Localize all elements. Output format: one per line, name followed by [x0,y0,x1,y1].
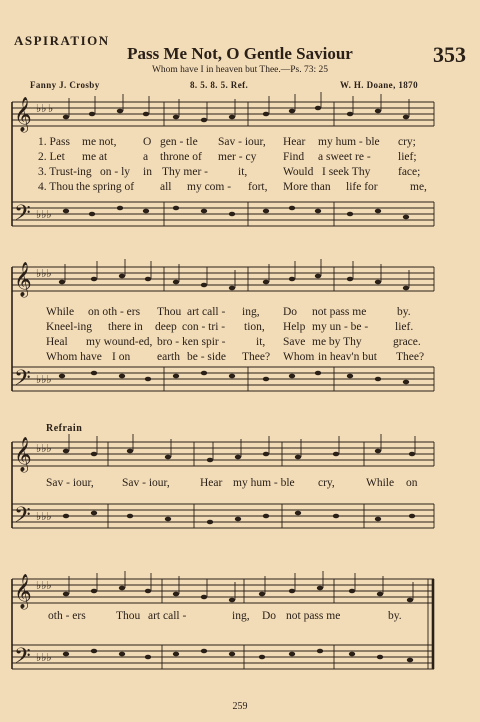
lyric: Hear [283,136,306,148]
lyric: a [143,151,149,163]
verse-line-3 [0,166,480,180]
svg-text:𝄢: 𝄢 [14,503,31,533]
lyric: in heav'n but [318,351,377,363]
lyric: deep [155,321,177,333]
hymn-number: 353 [433,42,466,67]
music-system-3 [0,428,480,558]
svg-text:♭♭♭: ♭♭♭ [36,268,52,280]
lyric: Find [283,151,305,163]
svg-text:𝄞: 𝄞 [14,437,32,472]
lyric: be - side [187,351,226,363]
meter: 8. 5. 8. 5. Ref. [190,80,249,90]
lyric: Whom have [46,351,102,363]
lyric: there in [108,321,143,333]
lyric: tion, [244,321,265,333]
lyric: 3. Trust-ing [38,166,92,178]
verse-line-7 [0,336,480,350]
lyric: in [143,166,152,178]
lyric: Kneel-ing [46,321,92,333]
lyric: art call - [187,306,226,318]
svg-text:♭♭♭: ♭♭♭ [36,443,52,455]
lyric: cry; [398,136,416,148]
lyric: me by Thy [312,336,362,348]
lyric: gen - tle [160,136,198,148]
lyric: Sav - iour, [46,477,94,489]
lyric: 2. Let [38,151,65,163]
lyric: Thee? [396,351,425,363]
lyric: all [160,181,172,193]
lyric: Thou [116,610,141,622]
lyric: my un - be - [312,321,369,333]
verse-line-2 [0,151,480,165]
verse-line-1 [0,136,480,150]
lyric: a sweet re - [318,151,371,163]
svg-text:𝄞: 𝄞 [14,262,32,297]
lyric: not pass me [312,306,367,318]
lyric: bro - [157,336,180,348]
lyric: While [366,477,395,489]
lyric: it, [238,166,248,178]
author-credit: Fanny J. Crosby [30,80,100,90]
lyric: me, [410,181,427,193]
lyric: on [406,477,418,489]
refrain-line-2 [0,610,480,624]
lyric: I on [112,351,131,363]
lyric: by. [388,610,402,622]
lyric: face; [398,166,421,178]
svg-text:𝄢: 𝄢 [14,366,31,396]
lyric: Hear [200,477,223,489]
lyric: Do [283,306,298,318]
lyric: me not, [82,136,117,148]
svg-text:𝄢: 𝄢 [14,201,31,231]
svg-text:♭: ♭ [48,103,54,115]
page-number: 259 [232,701,248,712]
lyric: lief. [395,321,414,333]
lyric: cry, [318,477,335,489]
lyric: 4. Thou [38,181,74,193]
section-label: ASPIRATION [14,33,110,48]
svg-text:♭♭♭: ♭♭♭ [36,511,52,523]
lyric: Save [283,336,306,348]
hymn-title: Pass Me Not, O Gentle Saviour [127,44,353,63]
svg-text:♭♭♭: ♭♭♭ [36,209,52,221]
lyric: Sav - iour, [122,477,170,489]
lyric: ing, [242,306,260,318]
lyric: While [46,306,75,318]
lyric: O [143,136,152,148]
lyric: 1. Pass [38,136,70,148]
lyric: on - ly [100,166,131,178]
svg-text:♭♭: ♭♭ [36,103,47,115]
lyric: Heal [46,336,68,348]
composer-credit: W. H. Doane, 1870 [340,80,418,90]
svg-text:♭♭♭: ♭♭♭ [36,652,52,664]
verse-line-6 [0,321,480,335]
lyric: Thou [157,306,182,318]
lyric: Whom [283,351,315,363]
refrain-label: Refrain [46,423,83,434]
lyric: Thee? [242,351,271,363]
lyric: by. [397,306,411,318]
lyric: Do [262,610,277,622]
lyric: fort, [248,181,268,193]
lyric: lief; [398,151,417,163]
lyric: my hum - ble [318,136,380,148]
lyric: earth [157,351,180,363]
lyric: ing, [232,610,250,622]
verse-line-5 [0,306,480,320]
lyric: ken spir - [182,336,226,348]
lyric: me at [82,151,108,163]
svg-text:𝄢: 𝄢 [14,644,31,674]
lyric: Sav - iour, [218,136,266,148]
music-system-1 [0,90,480,240]
refrain-line-1 [0,477,480,491]
lyric: Would [283,166,314,178]
lyric: my wound-ed, [86,336,153,348]
scripture-reference: Whom have I in heaven but Thee.—Ps. 73: 25 [151,65,329,75]
lyric: con - tri - [182,321,226,333]
lyric: art call - [148,610,187,622]
lyric: More than [283,181,331,193]
verse-line-8 [0,351,480,365]
lyric: on oth - ers [88,306,141,318]
lyric: throne of [160,151,202,163]
verse-line-4 [0,181,480,195]
lyric: oth - ers [48,610,86,622]
music-system-4 [0,565,480,695]
lyric: I seek Thy [322,166,371,178]
lyric: the spring of [76,181,135,193]
svg-text:♭♭♭: ♭♭♭ [36,580,52,592]
svg-text:𝄞: 𝄞 [14,574,32,609]
lyric: grace. [393,336,421,348]
lyric: mer - cy [218,151,257,163]
lyric: my com - [187,181,232,193]
svg-text:𝄞: 𝄞 [14,97,32,132]
lyric: Help [283,321,306,333]
svg-text:♭♭♭: ♭♭♭ [36,374,52,386]
lyric: life for [346,181,378,193]
lyric: not pass me [286,610,341,622]
lyric: my hum - ble [233,477,295,489]
lyric: Thy mer - [162,166,208,178]
lyric: it, [256,336,266,348]
